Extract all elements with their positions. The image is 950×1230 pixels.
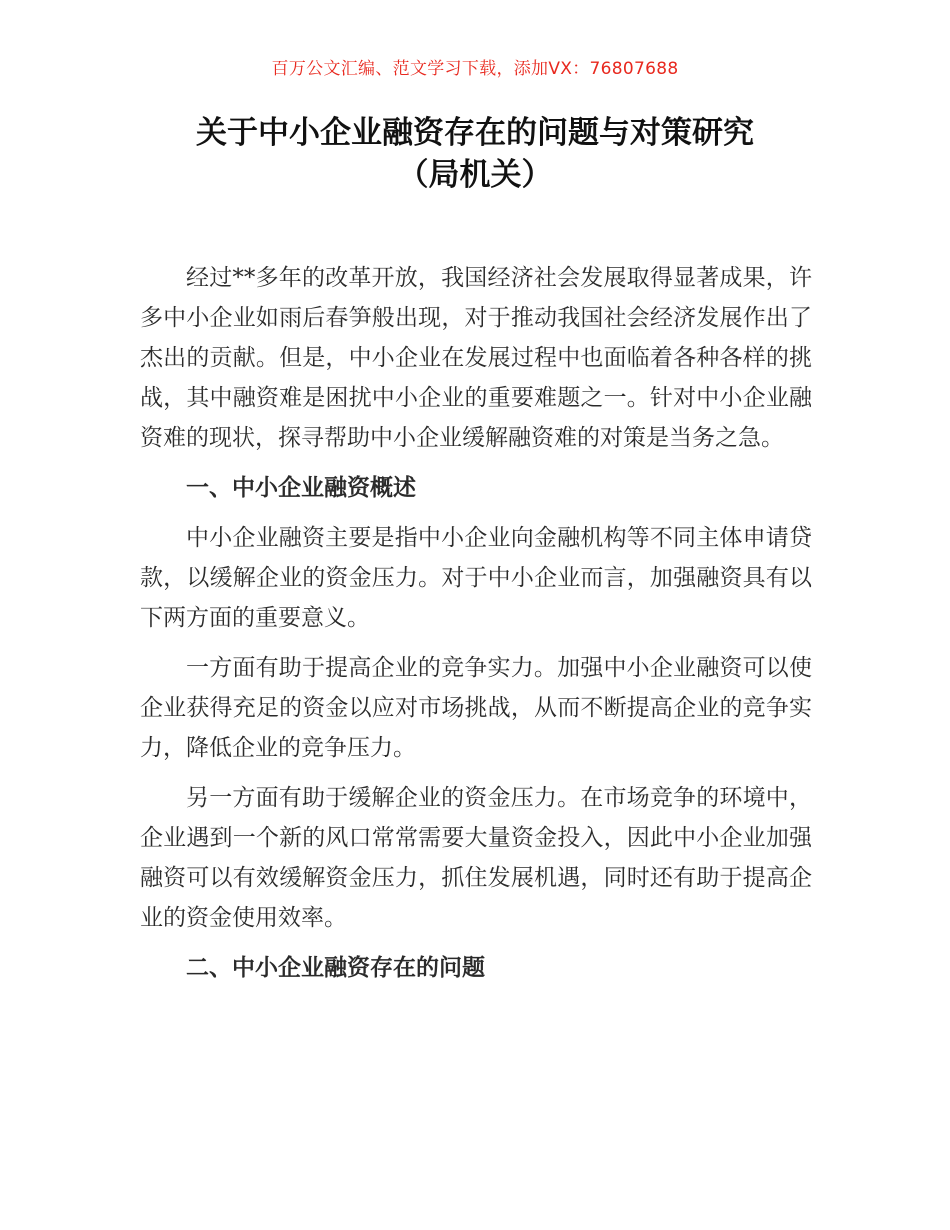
title-line-1: 关于中小企业融资存在的问题与对策研究 — [196, 115, 754, 151]
document-title — [0, 112, 950, 196]
body-paragraph: 另一方面有助于缓解企业的资金压力。在市场竞争的环境中，企业遇到一个新的风口常常需要大量资金投入，因此中小企业加强融资可以有效缓解资金压力，抓住发展机遇，同时还有助于提高企业的资金使用效率。 — [140, 785, 812, 931]
title-line-2: （局机关） — [397, 157, 553, 193]
body-paragraph: 一方面有助于提高企业的竞争实力。加强中小企业融资可以使企业获得充足的资金以应对市场挑战，从而不断提高企业的竞争实力，降低企业的竞争压力。 — [140, 655, 812, 761]
watermark-banner: 百万公文汇编、范文学习下载，添加VX：76807688 — [271, 59, 679, 79]
section-heading-2: 二、中小企业融资存在的问题 — [186, 954, 485, 981]
body-paragraph: 中小企业融资主要是指中小企业向金融机构等不同主体申请贷款，以缓解企业的资金压力。对于中小企业而言，加强融资具有以下两方面的重要意义。 — [140, 525, 812, 631]
document-body — [140, 258, 812, 988]
intro-paragraph: 经过**多年的改革开放，我国经济社会发展取得显著成果，许多中小企业如雨后春笋般出现，对于推动我国社会经济发展作出了杰出的贡献。但是，中小企业在发展过程中也面临着各种各样的挑战，其中融资难是困扰中小企业的重要难题之一。针对中小企业融资难的现状，探寻帮助中小企业缓解融资难的对策是当务之急。 — [140, 265, 812, 451]
section-heading-1: 一、中小企业融资概述 — [186, 474, 416, 501]
